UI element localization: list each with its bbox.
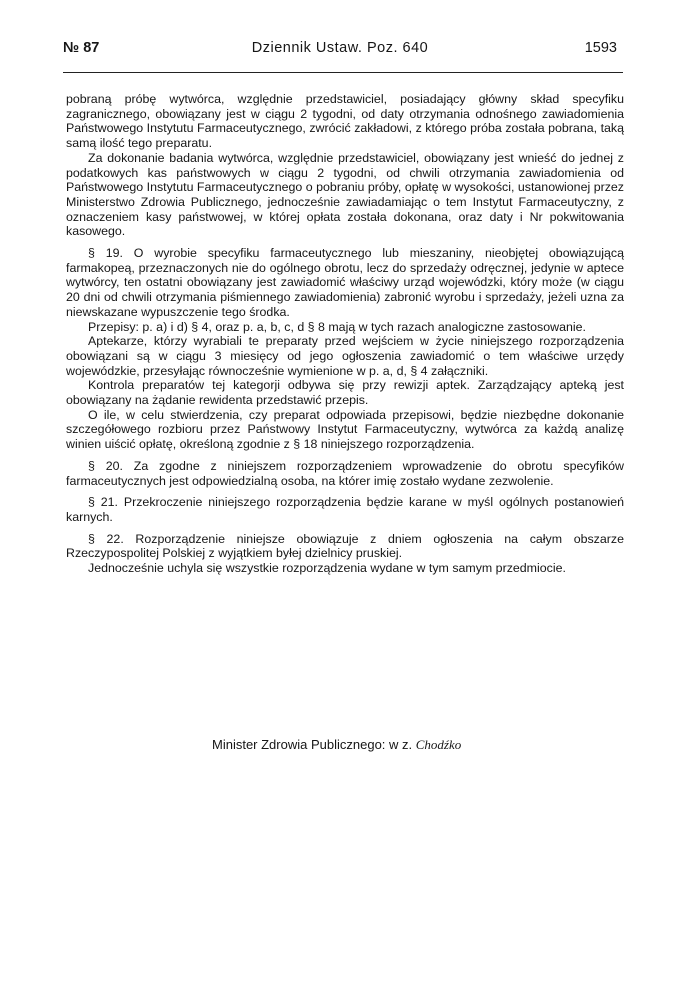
- journal-title: Dziennik Ustaw. Poz. 640: [251, 40, 429, 56]
- paragraph-repeal: Jednocześnie uchyla się wszystkie rozporządzenia wydane w tym samym przedmiocie.: [88, 561, 566, 576]
- section-20: § 20. Za zgodne z niniejszem rozporządzeniem wprowadzenie do obrotu specyfików farmaceutycznych jest odpowiedzialną osoba, na którer imię zostało wydane zezwolenie.: [66, 458, 624, 488]
- signature-prefix: Minister Zdrowia Publicznego: w z.: [212, 737, 413, 752]
- signature-line: [212, 737, 461, 753]
- section-22: § 22. Rozporządzenie niniejsze obowiązuje z dniem ogłoszenia na całym obszarze Rzeczypospolitej Polskiej z wyjątkiem byłej dzielnicy pruskiej.: [66, 531, 624, 561]
- paragraph-fee: Za dokonanie badania wytwórca, względnie przedstawiciel, obowiązany jest wnieść do jednej z podatkowych kas państwowych w ciągu 2 tygodni, od chwili otrzymania zawiadomienia od Państwowego Instytutu Farmaceutycznego o pobraniu próby, opłatę w wysokości, ustanowionej przez Ministerstwo Zdrowia Publicznego, jednocześnie zawiadamiając o tem Instytut Farmaceutyczny, z oznaczeniem kasy państwowej, w której opłata została dokonana, oraz daty i Nr pokwitowania kasowego.: [66, 150, 624, 239]
- paragraph-analysis: O ile, w celu stwierdzenia, czy preparat odpowiada przepisowi, będzie niezbędne dokonanie szczegółowego rozbioru przez Państwowy Instytut Farmaceutyczny, wytwórca za każdą analizę winien uiścić opłatę, określoną zgodnie z § 18 niniejszego rozporządzenia.: [66, 407, 624, 452]
- document-body: [66, 92, 624, 576]
- header-rule: [63, 72, 623, 73]
- paragraph-continuation: pobraną próbę wytwórca, względnie przedstawiciel, posiadający główny skład specyfiku zagranicznego, obowiązany jest w ciągu 2 tygodni, od daty otrzymania odnośnego zawiadomienia Państwowego Instytutu Farmaceutycznego, zwrócić zakładowi, z którego próba została pobrana, taką samą ilość tego preparatu.: [66, 92, 624, 151]
- issue-number: № 87: [63, 40, 100, 56]
- page-header: [55, 40, 625, 64]
- signature-name: Chodźko: [415, 737, 462, 752]
- paragraph-pharmacists: Aptekarze, którzy wyrabiali te preparaty przed wejściem w życie niniejszego rozporządzenia obowiązani są w ciągu 3 miesięcy od jego ogłoszenia zawiadomić o tem właściwe urzędy wojewódzkie, przesyłając równocześnie wymienione w p. a, d, § 4 załączniki.: [66, 334, 624, 378]
- section-21: § 21. Przekroczenie niniejszego rozporządzenia będzie karane w myśl ogólnych postanowień karnych.: [66, 495, 624, 524]
- paragraph-provisions: Przepisy: p. a) i d) § 4, oraz p. a, b, c, d § 8 mają w tych razach analogiczne zastosowanie.: [88, 319, 586, 334]
- paragraph-control: Kontrola preparatów tej kategorji odbywa się przy rewizji aptek. Zarządzający apteką jest obowiązany na żądanie rewidenta przedstawić przepis.: [66, 378, 624, 408]
- page-number: 1593: [584, 40, 617, 56]
- section-19: § 19. O wyrobie specyfiku farmaceutycznego lub mieszaniny, nieobjętej obowiązującą farmakopeą, przeznaczonych nie do ogólnego obrotu, lecz do sprzedaży odręcznej, jedynie w aptece wytwórcy, ten ostatni obowiązany jest zawiadomić właściwy urząd wojewódzki, który może (w ciągu 20 dni od chwili otrzymania piśmiennego zawiadomienia) zabronić wyrobu i sprzedaży, jeżeli uzna za niewskazane wypuszczenie tego środka.: [66, 246, 624, 319]
